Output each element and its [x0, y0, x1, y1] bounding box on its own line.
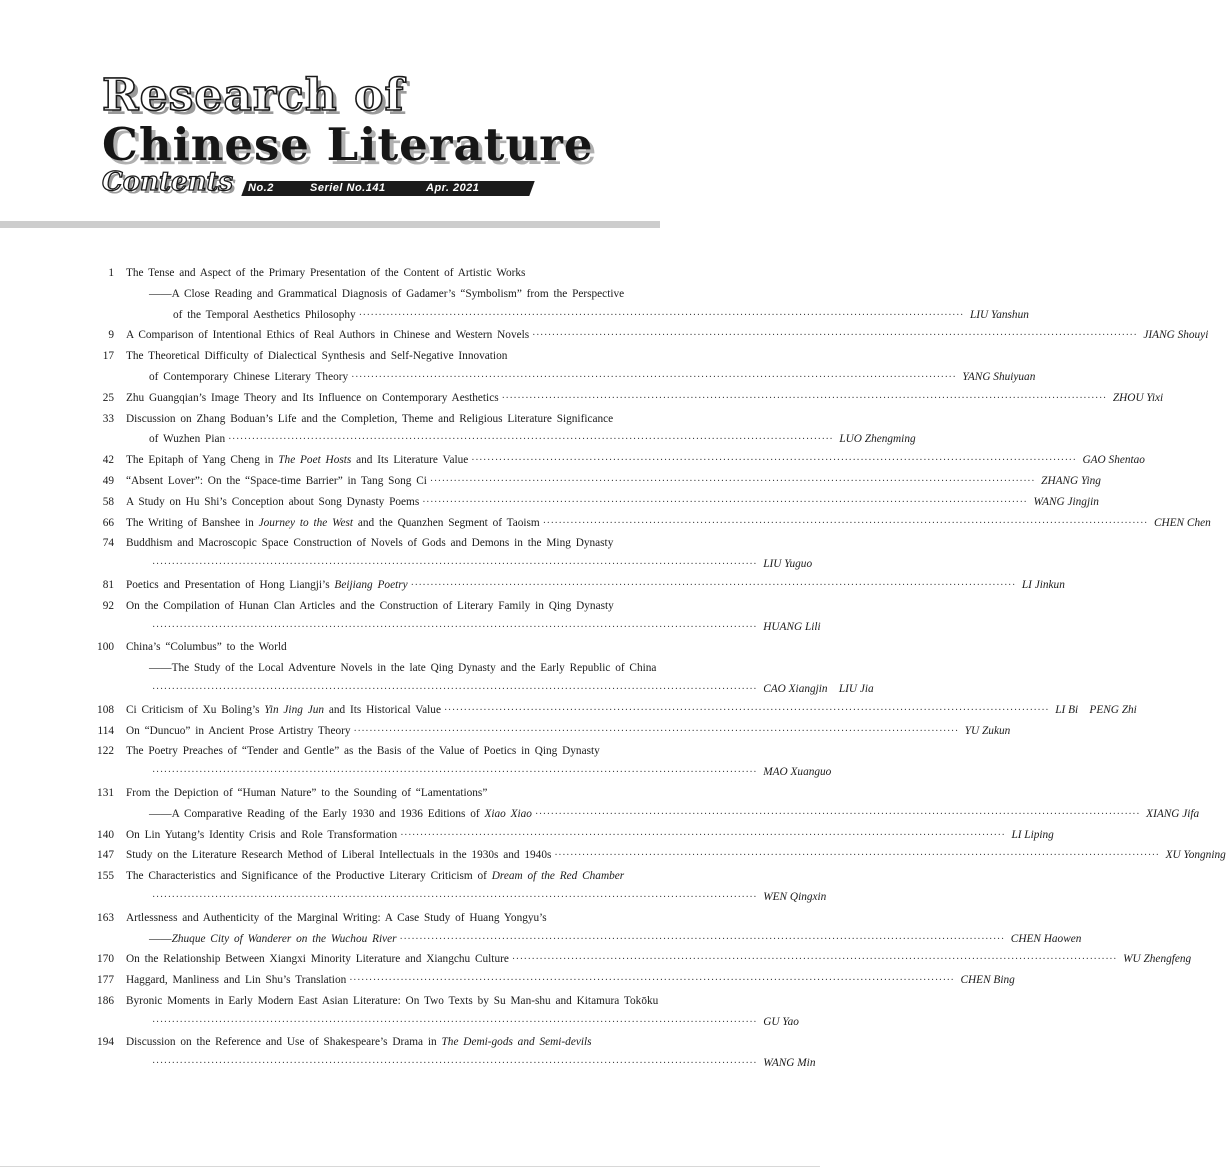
- toc-page-number: 100: [97, 641, 114, 654]
- toc-page-number: 92: [102, 599, 114, 612]
- toc-title: [149, 804, 532, 825]
- toc-line: [0, 679, 874, 700]
- toc-title: [149, 929, 397, 950]
- toc-author: YU Zukun: [964, 724, 1011, 737]
- toc-dot-leader: [512, 950, 1117, 971]
- page-bottom-rule: [0, 1166, 820, 1167]
- toc-title-italic: Zhuque City of Wanderer on the Wuchou River: [171, 932, 397, 945]
- toc-title: [126, 596, 614, 617]
- toc-title-text: On “Duncuo” in Ancient Prose Artistry Theory: [126, 724, 351, 737]
- toc-title-text: ——: [149, 932, 172, 945]
- toc-dot-leader: [444, 701, 1049, 722]
- toc-title-text: China’s “Columbus” to the World: [126, 641, 287, 654]
- toc-page-number: 131: [97, 786, 114, 799]
- toc-page-number: 66: [102, 516, 114, 529]
- toc-line: [0, 1053, 820, 1074]
- toc-author: GAO Shentao: [1082, 454, 1145, 467]
- toc-line: [0, 429, 916, 450]
- toc-title: [126, 513, 540, 534]
- toc-title-text: of Wuzhen Pian: [149, 433, 226, 446]
- table-of-contents: [0, 263, 1226, 1074]
- toc-author: GU Yao: [763, 1015, 799, 1028]
- toc-page-number: 170: [97, 953, 114, 966]
- toc-author: ZHANG Ying: [1041, 474, 1101, 487]
- toc-dot-leader: [543, 514, 1148, 535]
- toc-author: CHEN Bing: [960, 974, 1015, 987]
- toc-line: [0, 887, 827, 908]
- toc-title-italic: The Poet Hosts: [278, 454, 352, 467]
- toc-title-text: A Comparison of Intentional Ethics of Real Authors in Chinese and Western Novels: [126, 329, 530, 342]
- toc-title-text: ——A Close Reading and Grammatical Diagnosis of Gadamer’s “Symbolism” from the Perspective: [149, 287, 625, 300]
- toc-title: [126, 388, 499, 409]
- toc-page-number: 25: [102, 391, 114, 404]
- toc-title-italic: Beijiang Poetry: [334, 578, 408, 591]
- toc-author: YANG Shuiyuan: [962, 370, 1036, 383]
- toc-line: [0, 346, 820, 367]
- toc-line: [0, 845, 1226, 866]
- toc-page-number: 81: [102, 578, 114, 591]
- toc-title: [149, 367, 348, 388]
- toc-author: HUANG Lili: [763, 620, 821, 633]
- toc-author: LI Jinkun: [1021, 578, 1065, 591]
- toc-dot-leader: [359, 306, 964, 327]
- journal-title-line-1: Research of: [102, 70, 405, 121]
- toc-title: [126, 908, 547, 929]
- toc-title-italic: Yin Jing Jun: [264, 703, 324, 716]
- toc-dot-leader: [400, 930, 1005, 951]
- toc-title: [126, 637, 287, 658]
- toc-dot-leader: [411, 576, 1016, 597]
- toc-title-text: of Contemporary Chinese Literary Theory: [149, 370, 349, 383]
- issue-number: No.2: [248, 182, 274, 194]
- toc-line: [0, 637, 820, 658]
- toc-line: [0, 783, 820, 804]
- toc-title-text: The Writing of Banshee in: [126, 516, 259, 529]
- issue-date: Apr. 2021: [426, 182, 480, 194]
- toc-author: XU Yongning: [1165, 849, 1226, 862]
- toc-title: [126, 409, 613, 430]
- toc-title: [126, 845, 551, 866]
- toc-title-text: Discussion on Zhang Boduan’s Life and the Completion, Theme and Religious Literature Significance: [126, 412, 614, 425]
- toc-title: [126, 346, 507, 367]
- toc-page-number: 155: [97, 870, 114, 883]
- toc-title: [126, 866, 624, 887]
- toc-author: WEN Qingxin: [763, 890, 827, 903]
- toc-line: [0, 741, 820, 762]
- contents-heading: Contents: [102, 167, 234, 197]
- toc-line: [0, 908, 820, 929]
- toc-page-number: 17: [102, 350, 114, 363]
- toc-line: [0, 388, 1164, 409]
- toc-dot-leader: [351, 368, 956, 389]
- toc-title: [126, 263, 525, 284]
- toc-line: [0, 471, 1101, 492]
- toc-title-text: “Absent Lover”: On the “Space-time Barrier” in Tang Song Ci: [126, 474, 427, 487]
- toc-author: LIU Yuguo: [763, 558, 813, 571]
- toc-title: [149, 658, 656, 679]
- toc-page-number: 177: [97, 974, 114, 987]
- toc-title-text: The Theoretical Difficulty of Dialectical Synthesis and Self-Negative Innovation: [126, 350, 508, 363]
- toc-page-number: 9: [108, 329, 114, 342]
- toc-line: [0, 762, 832, 783]
- toc-title-text: From the Depiction of “Human Nature” to the Sounding of “Lamentations”: [126, 786, 488, 799]
- toc-line: [0, 367, 1036, 388]
- toc-line: [0, 825, 1054, 846]
- toc-dot-leader: [152, 1054, 757, 1075]
- toc-title-text: Ci Criticism of Xu Boling’s: [126, 703, 265, 716]
- toc-line: [0, 284, 820, 305]
- toc-line: [0, 325, 1209, 346]
- toc-author: LI Liping: [1011, 828, 1054, 841]
- toc-dot-leader: [349, 971, 954, 992]
- toc-title: [126, 991, 658, 1012]
- toc-title: [126, 949, 509, 970]
- toc-page-number: 58: [102, 495, 114, 508]
- toc-dot-leader: [228, 430, 833, 451]
- toc-title-text: The Poetry Preaches of “Tender and Gentle” as the Basis of the Value of Poetics in Qing Dynasty: [126, 745, 600, 758]
- toc-page-number: 140: [97, 828, 114, 841]
- toc-title-text: The Characteristics and Significance of the Productive Literary Criticism of: [126, 870, 492, 883]
- toc-title: [149, 284, 624, 305]
- toc-line: [0, 263, 820, 284]
- toc-author: XIANG Jifa: [1146, 807, 1200, 820]
- toc-dot-leader: [400, 826, 1005, 847]
- toc-title-text: Byronic Moments in Early Modern East Asian Literature: On Two Texts by Su Man-shu and Kitamura Tokōku: [126, 994, 659, 1007]
- toc-title-text: On the Compilation of Hunan Clan Articles and the Construction of Literary Family in Qing Dynasty: [126, 599, 614, 612]
- toc-page-number: 108: [97, 703, 114, 716]
- toc-dot-leader: [354, 722, 959, 743]
- toc-author: ZHOU Yixi: [1112, 391, 1164, 404]
- toc-line: [0, 1032, 820, 1053]
- toc-title: [126, 575, 408, 596]
- toc-line: [0, 492, 1099, 513]
- toc-author: MAO Xuanguo: [763, 766, 832, 779]
- toc-line: [0, 721, 1011, 742]
- toc-author: WANG Jingjin: [1033, 495, 1099, 508]
- toc-author: CHEN Chen: [1153, 516, 1211, 529]
- toc-title-text: Artlessness and Authenticity of the Marginal Writing: A Case Study of Huang Yongyu’s: [126, 911, 547, 924]
- toc-dot-leader: [471, 451, 1076, 472]
- toc-title: [173, 305, 356, 326]
- toc-dot-leader: [430, 472, 1035, 493]
- toc-line: [0, 949, 1192, 970]
- toc-dot-leader: [152, 618, 757, 639]
- toc-page-number: 194: [97, 1036, 114, 1049]
- toc-title-text: ——A Comparative Reading of the Early 1930 and 1936 Editions of: [149, 807, 485, 820]
- toc-author: LUO Zhengming: [839, 433, 916, 446]
- toc-dot-leader: [502, 389, 1107, 410]
- toc-title-text: Zhu Guangqian’s Image Theory and Its Influence on Contemporary Aesthetics: [126, 391, 499, 404]
- toc-dot-leader: [152, 680, 757, 701]
- toc-line: [0, 866, 820, 887]
- toc-title-text: ——The Study of the Local Adventure Novels in the late Qing Dynasty and the Early Republic of China: [149, 662, 657, 675]
- toc-title: [126, 471, 427, 492]
- toc-page-number: 33: [102, 412, 114, 425]
- toc-page-number: 122: [97, 745, 114, 758]
- toc-title-text: On Lin Yutang’s Identity Crisis and Role Transformation: [126, 828, 398, 841]
- toc-title-text: Discussion on the Reference and Use of Shakespeare’s Drama in: [126, 1036, 442, 1049]
- toc-dot-leader: [535, 805, 1140, 826]
- toc-line: [0, 617, 820, 638]
- toc-title-text: and the Quanzhen Segment of Taoism: [353, 516, 540, 529]
- toc-author: LIU Yanshun: [969, 308, 1029, 321]
- toc-line: [0, 929, 1082, 950]
- toc-page-number: 74: [102, 537, 114, 550]
- toc-title-text: Poetics and Presentation of Hong Liangji’s: [126, 578, 335, 591]
- toc-dot-leader: [554, 846, 1159, 867]
- toc-author: WANG Min: [763, 1057, 816, 1070]
- toc-page-number: 163: [97, 911, 114, 924]
- toc-line: [0, 305, 1029, 326]
- toc-line: [0, 596, 820, 617]
- toc-line: [0, 658, 820, 679]
- toc-title-text: and Its Literature Value: [351, 454, 469, 467]
- toc-title: [126, 700, 441, 721]
- toc-page-number: 42: [102, 454, 114, 467]
- toc-page-number: 147: [97, 849, 114, 862]
- header-divider: [0, 221, 660, 228]
- toc-dot-leader: [152, 888, 757, 909]
- toc-line: [0, 554, 820, 575]
- toc-line: [0, 970, 1015, 991]
- toc-title-text: The Tense and Aspect of the Primary Presentation of the Content of Artistic Works: [126, 267, 526, 279]
- toc-line: [0, 533, 820, 554]
- serial-number: Seriel No.141: [310, 182, 386, 194]
- toc-title-text: and Its Historical Value: [324, 703, 441, 716]
- journal-title-line-2: Chinese Literature: [102, 118, 594, 171]
- toc-page-number: 114: [97, 724, 114, 737]
- toc-title: [149, 429, 225, 450]
- toc-title-text: Study on the Literature Research Method of Liberal Intellectuals in the 1930s and 1940s: [126, 849, 552, 862]
- toc-line: [0, 991, 820, 1012]
- toc-page-number: 49: [102, 474, 114, 487]
- toc-title: [126, 825, 397, 846]
- toc-author: LI Bi PENG Zhi: [1055, 703, 1137, 716]
- toc-title-italic: Dream of the Red Chamber: [491, 870, 625, 883]
- toc-title: [126, 1032, 592, 1053]
- toc-title: [126, 741, 600, 762]
- issue-info: [248, 181, 479, 196]
- toc-author: JIANG Shouyi: [1143, 329, 1209, 342]
- toc-author: WU Zhengfeng: [1123, 953, 1192, 966]
- toc-title: [126, 325, 529, 346]
- toc-dot-leader: [152, 1013, 757, 1034]
- toc-page-number: 1: [108, 267, 114, 279]
- toc-dot-leader: [152, 555, 757, 576]
- toc-title-text: A Study on Hu Shi’s Conception about Song Dynasty Poems: [126, 495, 420, 508]
- toc-page-number: 186: [97, 994, 114, 1007]
- toc-dot-leader: [422, 493, 1027, 514]
- toc-line: [0, 409, 820, 430]
- toc-title-italic: Journey to the West: [258, 516, 354, 529]
- toc-line: [0, 700, 1137, 721]
- toc-author: CAO Xiangjin LIU Jia: [763, 682, 874, 695]
- toc-title: [126, 450, 468, 471]
- toc-title-text: The Epitaph of Yang Cheng in: [126, 454, 279, 467]
- toc-title-italic: The Demi-gods and Semi-devils: [441, 1036, 592, 1049]
- toc-title-text: of the Temporal Aesthetics Philosophy: [173, 308, 356, 321]
- toc-title: [126, 783, 487, 804]
- toc-title: [126, 970, 346, 991]
- toc-line: [0, 1012, 820, 1033]
- toc-title: [126, 721, 351, 742]
- toc-line: [0, 575, 1065, 596]
- toc-title-text: Buddhism and Macroscopic Space Construction of Novels of Gods and Demons in the Ming Dynasty: [126, 537, 614, 550]
- toc-author: CHEN Haowen: [1010, 932, 1082, 945]
- toc-line: [0, 513, 1211, 534]
- toc-line: [0, 450, 1145, 471]
- toc-dot-leader: [152, 763, 757, 784]
- toc-title: [126, 492, 419, 513]
- toc-line: [0, 804, 1200, 825]
- toc-title-text: On the Relationship Between Xiangxi Minority Literature and Xiangchu Culture: [126, 953, 509, 966]
- toc-title-italic: Xiao Xiao: [484, 807, 532, 820]
- toc-title-text: Haggard, Manliness and Lin Shu’s Translation: [126, 974, 347, 987]
- toc-title: [126, 533, 613, 554]
- toc-dot-leader: [532, 326, 1137, 347]
